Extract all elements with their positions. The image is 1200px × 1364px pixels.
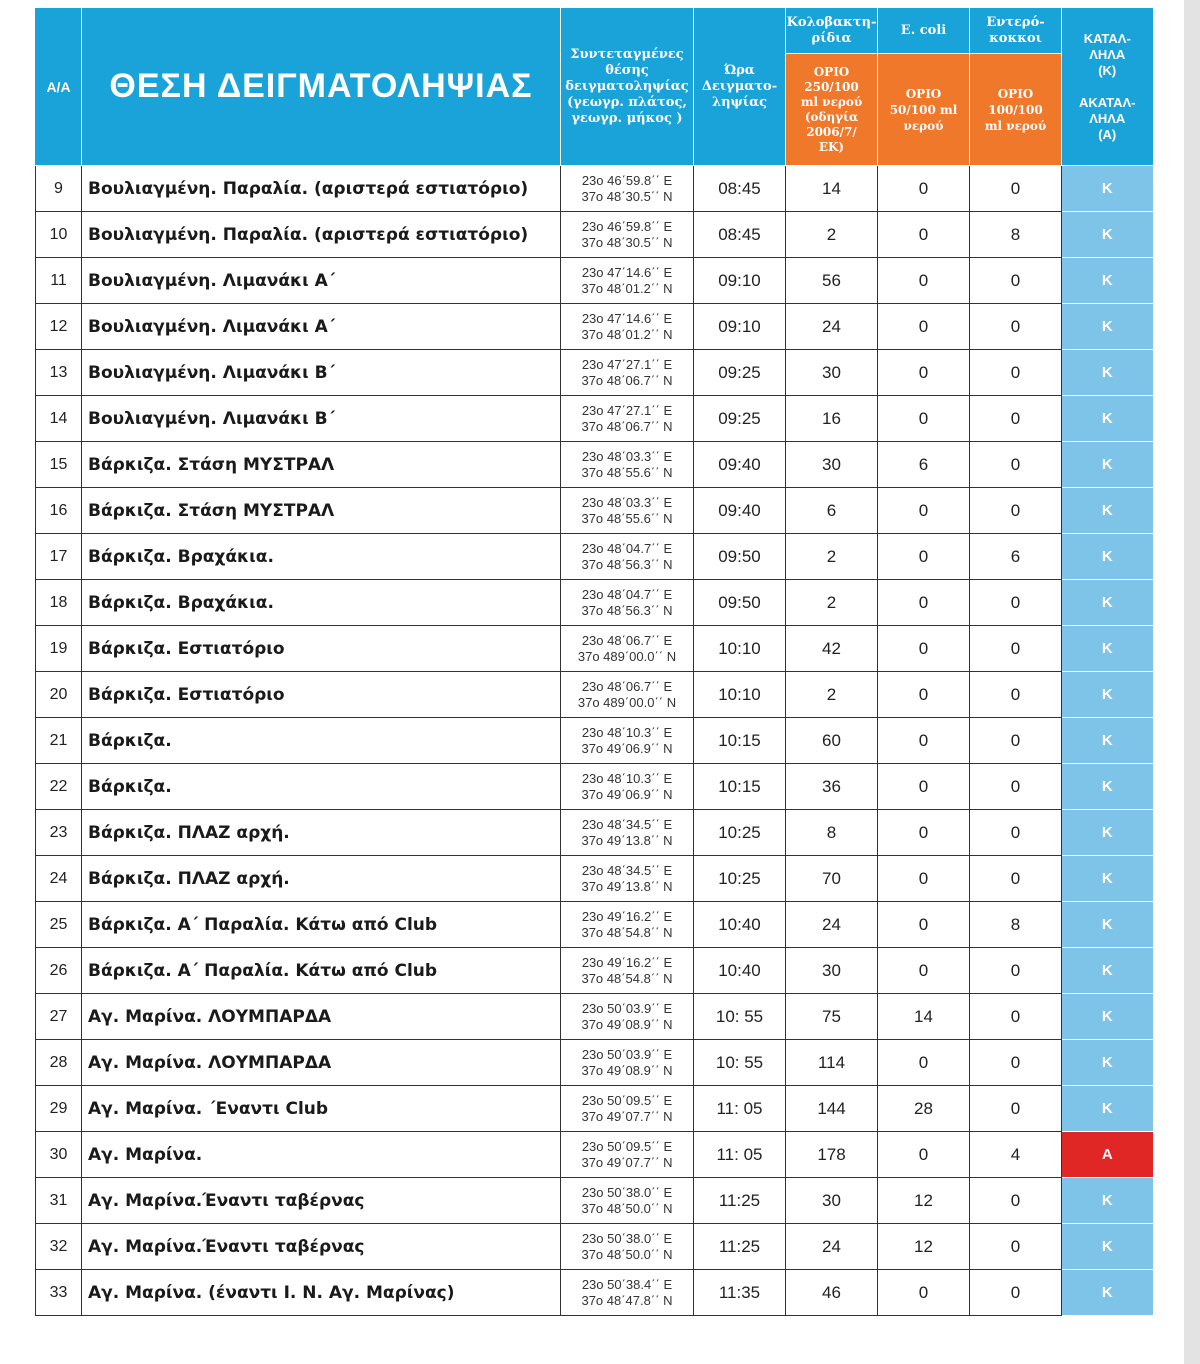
table-row — [36, 764, 1153, 810]
enterococci-value: 0 — [970, 396, 1062, 442]
enterococci-value: 0 — [970, 166, 1062, 212]
col-header-status: ΚΑΤΑΛ- ΛΗΛΑ (Κ) ΑΚΑΤΑΛ- ΛΗΛΑ (Α) — [1062, 8, 1153, 166]
status-badge: K — [1062, 1040, 1153, 1086]
table-row — [36, 718, 1153, 764]
coliforms-value: 144 — [786, 1086, 878, 1132]
row-number: 23 — [36, 810, 82, 856]
sampling-location: Βάρκιζα. Α΄ Παραλία. Κάτω από Club — [82, 948, 561, 994]
longitude: 23ο 46΄59.8΄΄ E — [581, 172, 673, 188]
status-badge: K — [1062, 534, 1153, 580]
enterococci-value: 0 — [970, 488, 1062, 534]
latitude: 37ο 49΄07.7΄΄ N — [581, 1108, 673, 1124]
sampling-location: Βουλιαγμένη. Λιμανάκι Β΄ — [82, 350, 561, 396]
row-number: 20 — [36, 672, 82, 718]
ecoli-value: 0 — [878, 1270, 970, 1316]
status-badge: K — [1062, 350, 1153, 396]
ecoli-value: 0 — [878, 902, 970, 948]
table-row — [36, 994, 1153, 1040]
coordinates — [561, 672, 694, 718]
row-number: 30 — [36, 1132, 82, 1178]
sampling-location: Βάρκιζα. Εστιατόριο — [82, 672, 561, 718]
sampling-location: Βάρκιζα. ΠΛΑΖ αρχή. — [82, 810, 561, 856]
latitude: 37ο 48΄01.2΄΄ N — [581, 280, 673, 296]
row-number: 11 — [36, 258, 82, 304]
table-row — [36, 1040, 1153, 1086]
sampling-time: 10:25 — [694, 856, 786, 902]
row-number: 26 — [36, 948, 82, 994]
coliforms-value: 42 — [786, 626, 878, 672]
longitude: 23ο 48΄03.3΄΄ E — [581, 448, 673, 464]
coliforms-value: 24 — [786, 304, 878, 350]
coliforms-value: 2 — [786, 672, 878, 718]
longitude: 23ο 50΄03.9΄΄ E — [581, 1000, 673, 1016]
coordinates — [561, 718, 694, 764]
ecoli-value: 0 — [878, 672, 970, 718]
ecoli-value: 28 — [878, 1086, 970, 1132]
longitude: 23ο 48΄04.7΄΄ E — [581, 586, 673, 602]
longitude: 23ο 50΄38.0΄΄ E — [581, 1184, 673, 1200]
latitude: 37ο 48΄47.8΄΄ N — [581, 1292, 673, 1308]
ecoli-value: 0 — [878, 488, 970, 534]
status-badge: K — [1062, 902, 1153, 948]
coliforms-value: 75 — [786, 994, 878, 1040]
col-header-location: ΘΕΣΗ ΔΕΙΓΜΑΤΟΛΗΨΙΑΣ — [82, 8, 561, 166]
col-header-coordinates: Συντεταγμένες θέσης δειγματοληψίας (γεωγρ. πλάτος, γεωγρ. μήκος ) — [561, 8, 694, 166]
row-number: 17 — [36, 534, 82, 580]
sampling-results-table — [35, 7, 1153, 1316]
sampling-location: Βουλιαγμένη. Λιμανάκι Α΄ — [82, 304, 561, 350]
status-badge: K — [1062, 948, 1153, 994]
latitude: 37ο 49΄08.9΄΄ N — [581, 1016, 673, 1032]
longitude: 23ο 50΄03.9΄΄ E — [581, 1046, 673, 1062]
row-number: 9 — [36, 166, 82, 212]
table-row — [36, 810, 1153, 856]
sampling-location: Βάρκιζα. Βραχάκια. — [82, 534, 561, 580]
coordinates — [561, 396, 694, 442]
latitude: 37ο 49΄06.9΄΄ N — [581, 786, 673, 802]
col-header-aa: Α/Α — [36, 8, 82, 166]
status-badge: K — [1062, 856, 1153, 902]
longitude: 23ο 47΄27.1΄΄ E — [581, 356, 673, 372]
longitude: 23ο 50΄38.4΄΄ E — [581, 1276, 673, 1292]
enterococci-value: 0 — [970, 718, 1062, 764]
sampling-time: 10:40 — [694, 902, 786, 948]
enterococci-value: 4 — [970, 1132, 1062, 1178]
coordinates — [561, 948, 694, 994]
coordinates — [561, 1178, 694, 1224]
sampling-location: Βάρκιζα. — [82, 718, 561, 764]
ecoli-value: 0 — [878, 810, 970, 856]
coliforms-value: 24 — [786, 902, 878, 948]
longitude: 23ο 48΄06.7΄΄ E — [581, 632, 673, 648]
coliforms-value: 60 — [786, 718, 878, 764]
coordinates — [561, 994, 694, 1040]
latitude: 37ο 49΄07.7΄΄ N — [581, 1154, 673, 1170]
table-row — [36, 672, 1153, 718]
ecoli-value: 0 — [878, 304, 970, 350]
enterococci-value: 0 — [970, 258, 1062, 304]
sampling-time: 09:10 — [694, 304, 786, 350]
sampling-time: 09:40 — [694, 442, 786, 488]
page-edge-strip — [1184, 0, 1200, 1364]
ecoli-value: 0 — [878, 212, 970, 258]
longitude: 23ο 47΄14.6΄΄ E — [581, 310, 673, 326]
status-badge: K — [1062, 1086, 1153, 1132]
row-number: 12 — [36, 304, 82, 350]
coliforms-value: 30 — [786, 350, 878, 396]
latitude: 37ο 48΄56.3΄΄ N — [581, 556, 673, 572]
sampling-time: 10:15 — [694, 718, 786, 764]
coliforms-value: 30 — [786, 1178, 878, 1224]
sampling-time: 11:35 — [694, 1270, 786, 1316]
enterococci-value: 0 — [970, 810, 1062, 856]
coliforms-value: 24 — [786, 1224, 878, 1270]
coordinates — [561, 626, 694, 672]
latitude: 37ο 48΄55.6΄΄ N — [581, 510, 673, 526]
sampling-location: Βάρκιζα. Στάση ΜΥΣΤΡΑΛ — [82, 442, 561, 488]
sampling-time: 10:10 — [694, 672, 786, 718]
coliforms-value: 56 — [786, 258, 878, 304]
ecoli-value: 12 — [878, 1224, 970, 1270]
enterococci-value: 0 — [970, 1224, 1062, 1270]
limit-ecoli: ΟΡΙΟ 50/100 ml νερού — [878, 54, 970, 166]
row-number: 25 — [36, 902, 82, 948]
row-number: 31 — [36, 1178, 82, 1224]
status-badge: K — [1062, 212, 1153, 258]
sampling-time: 10:15 — [694, 764, 786, 810]
status-badge: K — [1062, 1224, 1153, 1270]
sampling-location: Αγ. Μαρίνα. ΛΟΥΜΠΑΡΔΑ — [82, 994, 561, 1040]
status-badge: K — [1062, 764, 1153, 810]
coliforms-value: 2 — [786, 534, 878, 580]
row-number: 13 — [36, 350, 82, 396]
sampling-location: Αγ. Μαρίνα. — [82, 1132, 561, 1178]
table-header — [36, 8, 1153, 166]
table-row — [36, 304, 1153, 350]
col-header-time: Ώρα Δειγματο- ληψίας — [694, 8, 786, 166]
coliforms-value: 6 — [786, 488, 878, 534]
ecoli-value: 0 — [878, 764, 970, 810]
coliforms-value: 30 — [786, 948, 878, 994]
latitude: 37ο 48΄55.6΄΄ N — [581, 464, 673, 480]
col-header-ecoli: E. coli — [878, 8, 970, 54]
latitude: 37ο 489΄00.0΄΄ N — [577, 648, 677, 664]
longitude: 23ο 46΄59.8΄΄ E — [581, 218, 673, 234]
longitude: 23ο 50΄09.5΄΄ E — [581, 1092, 673, 1108]
longitude: 23ο 48΄03.3΄΄ E — [581, 494, 673, 510]
coliforms-value: 8 — [786, 810, 878, 856]
table-row — [36, 442, 1153, 488]
status-badge: K — [1062, 166, 1153, 212]
row-number: 28 — [36, 1040, 82, 1086]
sampling-time: 11: 05 — [694, 1132, 786, 1178]
status-badge: K — [1062, 304, 1153, 350]
latitude: 37ο 48΄01.2΄΄ N — [581, 326, 673, 342]
coliforms-value: 2 — [786, 212, 878, 258]
longitude: 23ο 50΄09.5΄΄ E — [581, 1138, 673, 1154]
sampling-time: 09:25 — [694, 396, 786, 442]
col-header-enterococci: Εντερό- κοκκοι — [970, 8, 1062, 54]
coliforms-value: 2 — [786, 580, 878, 626]
ecoli-value: 0 — [878, 626, 970, 672]
latitude: 37ο 49΄13.8΄΄ N — [581, 878, 673, 894]
sampling-time: 11: 05 — [694, 1086, 786, 1132]
ecoli-value: 0 — [878, 948, 970, 994]
ecoli-value: 0 — [878, 1040, 970, 1086]
table-row — [36, 902, 1153, 948]
coordinates — [561, 764, 694, 810]
coordinates — [561, 304, 694, 350]
sampling-location: Βουλιαγμένη. Παραλία. (αριστερά εστιατόριο) — [82, 166, 561, 212]
row-number: 21 — [36, 718, 82, 764]
status-badge: K — [1062, 396, 1153, 442]
ecoli-value: 0 — [878, 718, 970, 764]
ecoli-value: 6 — [878, 442, 970, 488]
status-badge: K — [1062, 1178, 1153, 1224]
row-number: 18 — [36, 580, 82, 626]
sampling-location: Βουλιαγμένη. Παραλία. (αριστερά εστιατόριο) — [82, 212, 561, 258]
status-badge: K — [1062, 672, 1153, 718]
coordinates — [561, 580, 694, 626]
ecoli-value: 0 — [878, 534, 970, 580]
ecoli-value: 0 — [878, 580, 970, 626]
ecoli-value: 0 — [878, 258, 970, 304]
sampling-time: 10:25 — [694, 810, 786, 856]
longitude: 23ο 47΄27.1΄΄ E — [581, 402, 673, 418]
sampling-location: Βάρκιζα. Βραχάκια. — [82, 580, 561, 626]
latitude: 37ο 49΄13.8΄΄ N — [581, 832, 673, 848]
enterococci-value: 0 — [970, 856, 1062, 902]
row-number: 32 — [36, 1224, 82, 1270]
latitude: 37ο 48΄06.7΄΄ N — [581, 418, 673, 434]
enterococci-value: 0 — [970, 1270, 1062, 1316]
row-number: 27 — [36, 994, 82, 1040]
coliforms-value: 178 — [786, 1132, 878, 1178]
longitude: 23ο 50΄38.0΄΄ E — [581, 1230, 673, 1246]
sampling-time: 09:50 — [694, 534, 786, 580]
enterococci-value: 0 — [970, 994, 1062, 1040]
status-badge: K — [1062, 994, 1153, 1040]
latitude: 37ο 48΄30.5΄΄ N — [581, 188, 673, 204]
table-row — [36, 580, 1153, 626]
coliforms-value: 114 — [786, 1040, 878, 1086]
enterococci-value: 0 — [970, 350, 1062, 396]
status-badge: K — [1062, 488, 1153, 534]
latitude: 37ο 48΄56.3΄΄ N — [581, 602, 673, 618]
limit-enterococci: ΟΡΙΟ 100/100 ml νερού — [970, 54, 1062, 166]
coliforms-value: 70 — [786, 856, 878, 902]
table-row — [36, 1270, 1153, 1316]
sampling-time: 10: 55 — [694, 994, 786, 1040]
table-row — [36, 488, 1153, 534]
enterococci-value: 0 — [970, 948, 1062, 994]
sampling-location: Αγ. Μαρίνα. ΄Εναντι Club — [82, 1086, 561, 1132]
status-badge: K — [1062, 258, 1153, 304]
sampling-location: Αγ. Μαρίνα. (έναντι Ι. Ν. Αγ. Μαρίνας) — [82, 1270, 561, 1316]
coordinates — [561, 1086, 694, 1132]
sampling-location: Αγ. Μαρίνα.Έναντι ταβέρνας — [82, 1224, 561, 1270]
sampling-time: 08:45 — [694, 166, 786, 212]
row-number: 29 — [36, 1086, 82, 1132]
coordinates — [561, 810, 694, 856]
sampling-location: Αγ. Μαρίνα. ΛΟΥΜΠΑΡΔΑ — [82, 1040, 561, 1086]
table-row — [36, 948, 1153, 994]
row-number: 16 — [36, 488, 82, 534]
longitude: 23ο 49΄16.2΄΄ E — [581, 954, 673, 970]
coliforms-value: 16 — [786, 396, 878, 442]
sampling-time: 10: 55 — [694, 1040, 786, 1086]
ecoli-value: 0 — [878, 350, 970, 396]
longitude: 23ο 48΄34.5΄΄ E — [581, 816, 673, 832]
latitude: 37ο 48΄06.7΄΄ N — [581, 372, 673, 388]
latitude: 37ο 48΄50.0΄΄ N — [581, 1246, 673, 1262]
row-number: 22 — [36, 764, 82, 810]
coordinates — [561, 442, 694, 488]
sampling-location: Αγ. Μαρίνα.Έναντι ταβέρνας — [82, 1178, 561, 1224]
enterococci-value: 0 — [970, 1040, 1062, 1086]
enterococci-value: 0 — [970, 304, 1062, 350]
table-row — [36, 396, 1153, 442]
row-number: 19 — [36, 626, 82, 672]
status-badge: K — [1062, 442, 1153, 488]
table-row — [36, 1224, 1153, 1270]
row-number: 14 — [36, 396, 82, 442]
status-badge: A — [1062, 1132, 1153, 1178]
enterococci-value: 0 — [970, 580, 1062, 626]
enterococci-value: 8 — [970, 902, 1062, 948]
latitude: 37ο 48΄54.8΄΄ N — [581, 970, 673, 986]
coordinates — [561, 488, 694, 534]
longitude: 23ο 48΄04.7΄΄ E — [581, 540, 673, 556]
sampling-time: 11:25 — [694, 1224, 786, 1270]
row-number: 10 — [36, 212, 82, 258]
latitude: 37ο 49΄08.9΄΄ N — [581, 1062, 673, 1078]
ecoli-value: 0 — [878, 856, 970, 902]
coordinates — [561, 902, 694, 948]
coordinates — [561, 856, 694, 902]
coordinates — [561, 1132, 694, 1178]
enterococci-value: 8 — [970, 212, 1062, 258]
sampling-location: Βάρκιζα. Στάση ΜΥΣΤΡΑΛ — [82, 488, 561, 534]
enterococci-value: 0 — [970, 1086, 1062, 1132]
coordinates — [561, 350, 694, 396]
table-row — [36, 166, 1153, 212]
status-badge: K — [1062, 580, 1153, 626]
status-badge: K — [1062, 626, 1153, 672]
coliforms-value: 14 — [786, 166, 878, 212]
sampling-time: 10:40 — [694, 948, 786, 994]
sampling-location: Βάρκιζα. — [82, 764, 561, 810]
latitude: 37ο 489΄00.0΄΄ N — [577, 694, 677, 710]
table-row — [36, 856, 1153, 902]
ecoli-value: 0 — [878, 396, 970, 442]
status-badge: K — [1062, 1270, 1153, 1316]
sampling-location: Βάρκιζα. Εστιατόριο — [82, 626, 561, 672]
latitude: 37ο 49΄06.9΄΄ N — [581, 740, 673, 756]
coordinates — [561, 1270, 694, 1316]
table-row — [36, 212, 1153, 258]
longitude: 23ο 48΄34.5΄΄ E — [581, 862, 673, 878]
latitude: 37ο 48΄30.5΄΄ N — [581, 234, 673, 250]
sampling-location: Βάρκιζα. ΠΛΑΖ αρχή. — [82, 856, 561, 902]
sampling-location: Βουλιαγμένη. Λιμανάκι Β΄ — [82, 396, 561, 442]
status-badge: K — [1062, 718, 1153, 764]
enterococci-value: 0 — [970, 672, 1062, 718]
status-badge: K — [1062, 810, 1153, 856]
ecoli-value: 12 — [878, 1178, 970, 1224]
enterococci-value: 0 — [970, 442, 1062, 488]
coordinates — [561, 1224, 694, 1270]
coordinates — [561, 166, 694, 212]
latitude: 37ο 48΄50.0΄΄ N — [581, 1200, 673, 1216]
table-row — [36, 534, 1153, 580]
sampling-time: 09:25 — [694, 350, 786, 396]
sampling-location: Βουλιαγμένη. Λιμανάκι Α΄ — [82, 258, 561, 304]
enterococci-value: 0 — [970, 1178, 1062, 1224]
table-row — [36, 1132, 1153, 1178]
ecoli-value: 14 — [878, 994, 970, 1040]
latitude: 37ο 48΄54.8΄΄ N — [581, 924, 673, 940]
table-body — [36, 166, 1153, 1316]
coliforms-value: 30 — [786, 442, 878, 488]
table-row — [36, 1178, 1153, 1224]
sampling-time: 11:25 — [694, 1178, 786, 1224]
coordinates — [561, 258, 694, 304]
longitude: 23ο 49΄16.2΄΄ E — [581, 908, 673, 924]
coordinates — [561, 534, 694, 580]
longitude: 23ο 48΄10.3΄΄ E — [581, 770, 673, 786]
sampling-time: 10:10 — [694, 626, 786, 672]
coordinates — [561, 212, 694, 258]
sampling-time: 09:50 — [694, 580, 786, 626]
table-row — [36, 1086, 1153, 1132]
enterococci-value: 0 — [970, 764, 1062, 810]
table-row — [36, 258, 1153, 304]
sampling-time: 09:40 — [694, 488, 786, 534]
longitude: 23ο 47΄14.6΄΄ E — [581, 264, 673, 280]
limit-coliforms: ΟΡΙΟ 250/100 ml νερού (οδηγία 2006/7/ ΕΚ) — [786, 54, 878, 166]
row-number: 24 — [36, 856, 82, 902]
enterococci-value: 6 — [970, 534, 1062, 580]
coliforms-value: 36 — [786, 764, 878, 810]
sampling-location: Βάρκιζα. Α΄ Παραλία. Κάτω από Club — [82, 902, 561, 948]
coliforms-value: 46 — [786, 1270, 878, 1316]
coordinates — [561, 1040, 694, 1086]
row-number: 33 — [36, 1270, 82, 1316]
row-number: 15 — [36, 442, 82, 488]
longitude: 23ο 48΄10.3΄΄ E — [581, 724, 673, 740]
ecoli-value: 0 — [878, 1132, 970, 1178]
table-row — [36, 626, 1153, 672]
sampling-time: 08:45 — [694, 212, 786, 258]
enterococci-value: 0 — [970, 626, 1062, 672]
table-row — [36, 350, 1153, 396]
ecoli-value: 0 — [878, 166, 970, 212]
col-header-coliforms: Κολοβακτη- ρίδια — [786, 8, 878, 54]
sampling-time: 09:10 — [694, 258, 786, 304]
longitude: 23ο 48΄06.7΄΄ E — [581, 678, 673, 694]
